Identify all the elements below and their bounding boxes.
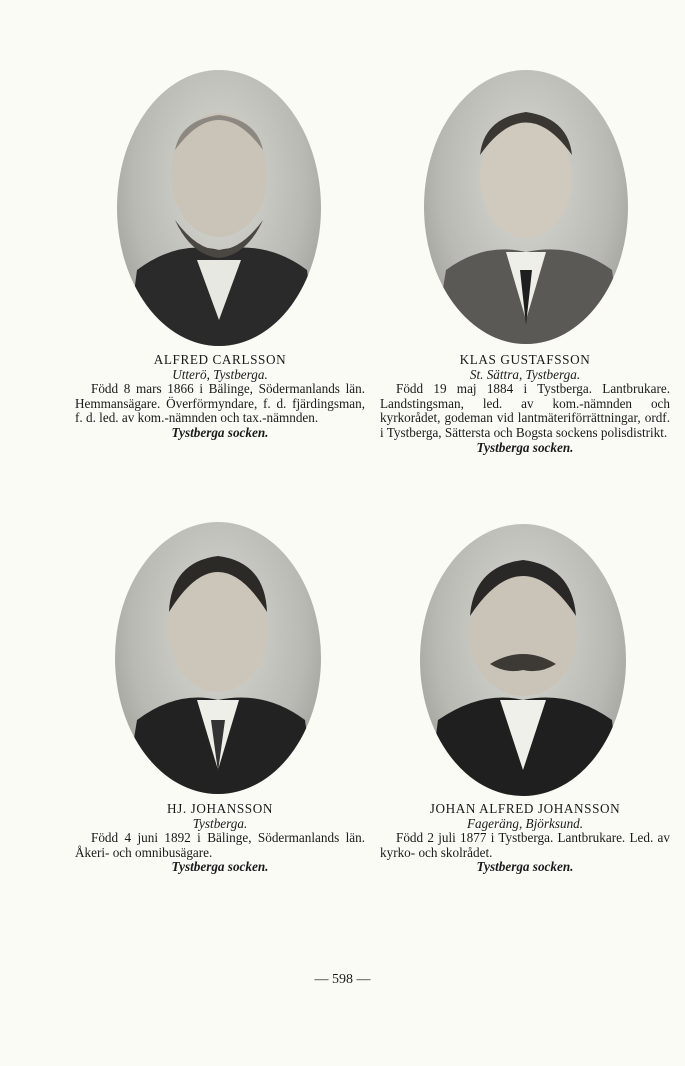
person-place: St. Sättra, Tystberga.: [469, 366, 581, 382]
entry-klas-gustafsson: [380, 353, 670, 455]
person-name: JOHAN ALFRED JOHANSSON: [429, 801, 621, 816]
person-bio: Född 8 mars 1866 i Bälinge, Södermanlands län. Hemmansägare. Överförmyndare, f. d. fjärdingsman, f. d. led. av kom.-nämnden och tax.-nämnden.: [75, 381, 365, 426]
entry-alfred-carlsson: [75, 353, 365, 441]
page-number: — 598 —: [314, 972, 371, 987]
person-bio: Född 2 juli 1877 i Tystberga. Lantbrukare. Led. av kyrko- och skolrådet.: [380, 830, 670, 860]
person-place: Utterö, Tystberga.: [172, 366, 268, 382]
person-parish: Tystberga socken.: [476, 859, 574, 875]
portrait-alfred-carlsson: [117, 70, 321, 346]
entry-hj-johansson: [75, 802, 365, 875]
person-parish: Tystberga socken.: [476, 439, 574, 455]
person-place: Fageräng, Björksund.: [466, 815, 584, 831]
person-name: KLAS GUSTAFSSON: [459, 352, 591, 367]
person-place: Tystberga.: [192, 815, 248, 831]
portrait-klas-gustafsson: [424, 70, 628, 344]
entry-johan-alfred-johansson: [380, 802, 670, 875]
person-parish: Tystberga socken.: [171, 859, 269, 875]
person-name: ALFRED CARLSSON: [153, 352, 287, 367]
person-bio: Född 4 juni 1892 i Bälinge, Södermanlands län. Åkeri- och omnibusägare.: [75, 830, 365, 860]
portrait-johan-alfred-johansson: [420, 524, 626, 796]
person-bio: Född 19 maj 1884 i Tystberga. Lantbrukare. Landstingsman, led. av kom.-nämnden och kyrkorådet, godeman vid lantmäteriförrättningar, ordf. i Tystberga, Sättersta och Bogsta sockens polisdistrikt.: [380, 381, 670, 440]
portrait-hj-johansson: [115, 522, 321, 794]
person-parish: Tystberga socken.: [171, 424, 269, 440]
person-name: HJ. JOHANSSON: [167, 801, 273, 816]
